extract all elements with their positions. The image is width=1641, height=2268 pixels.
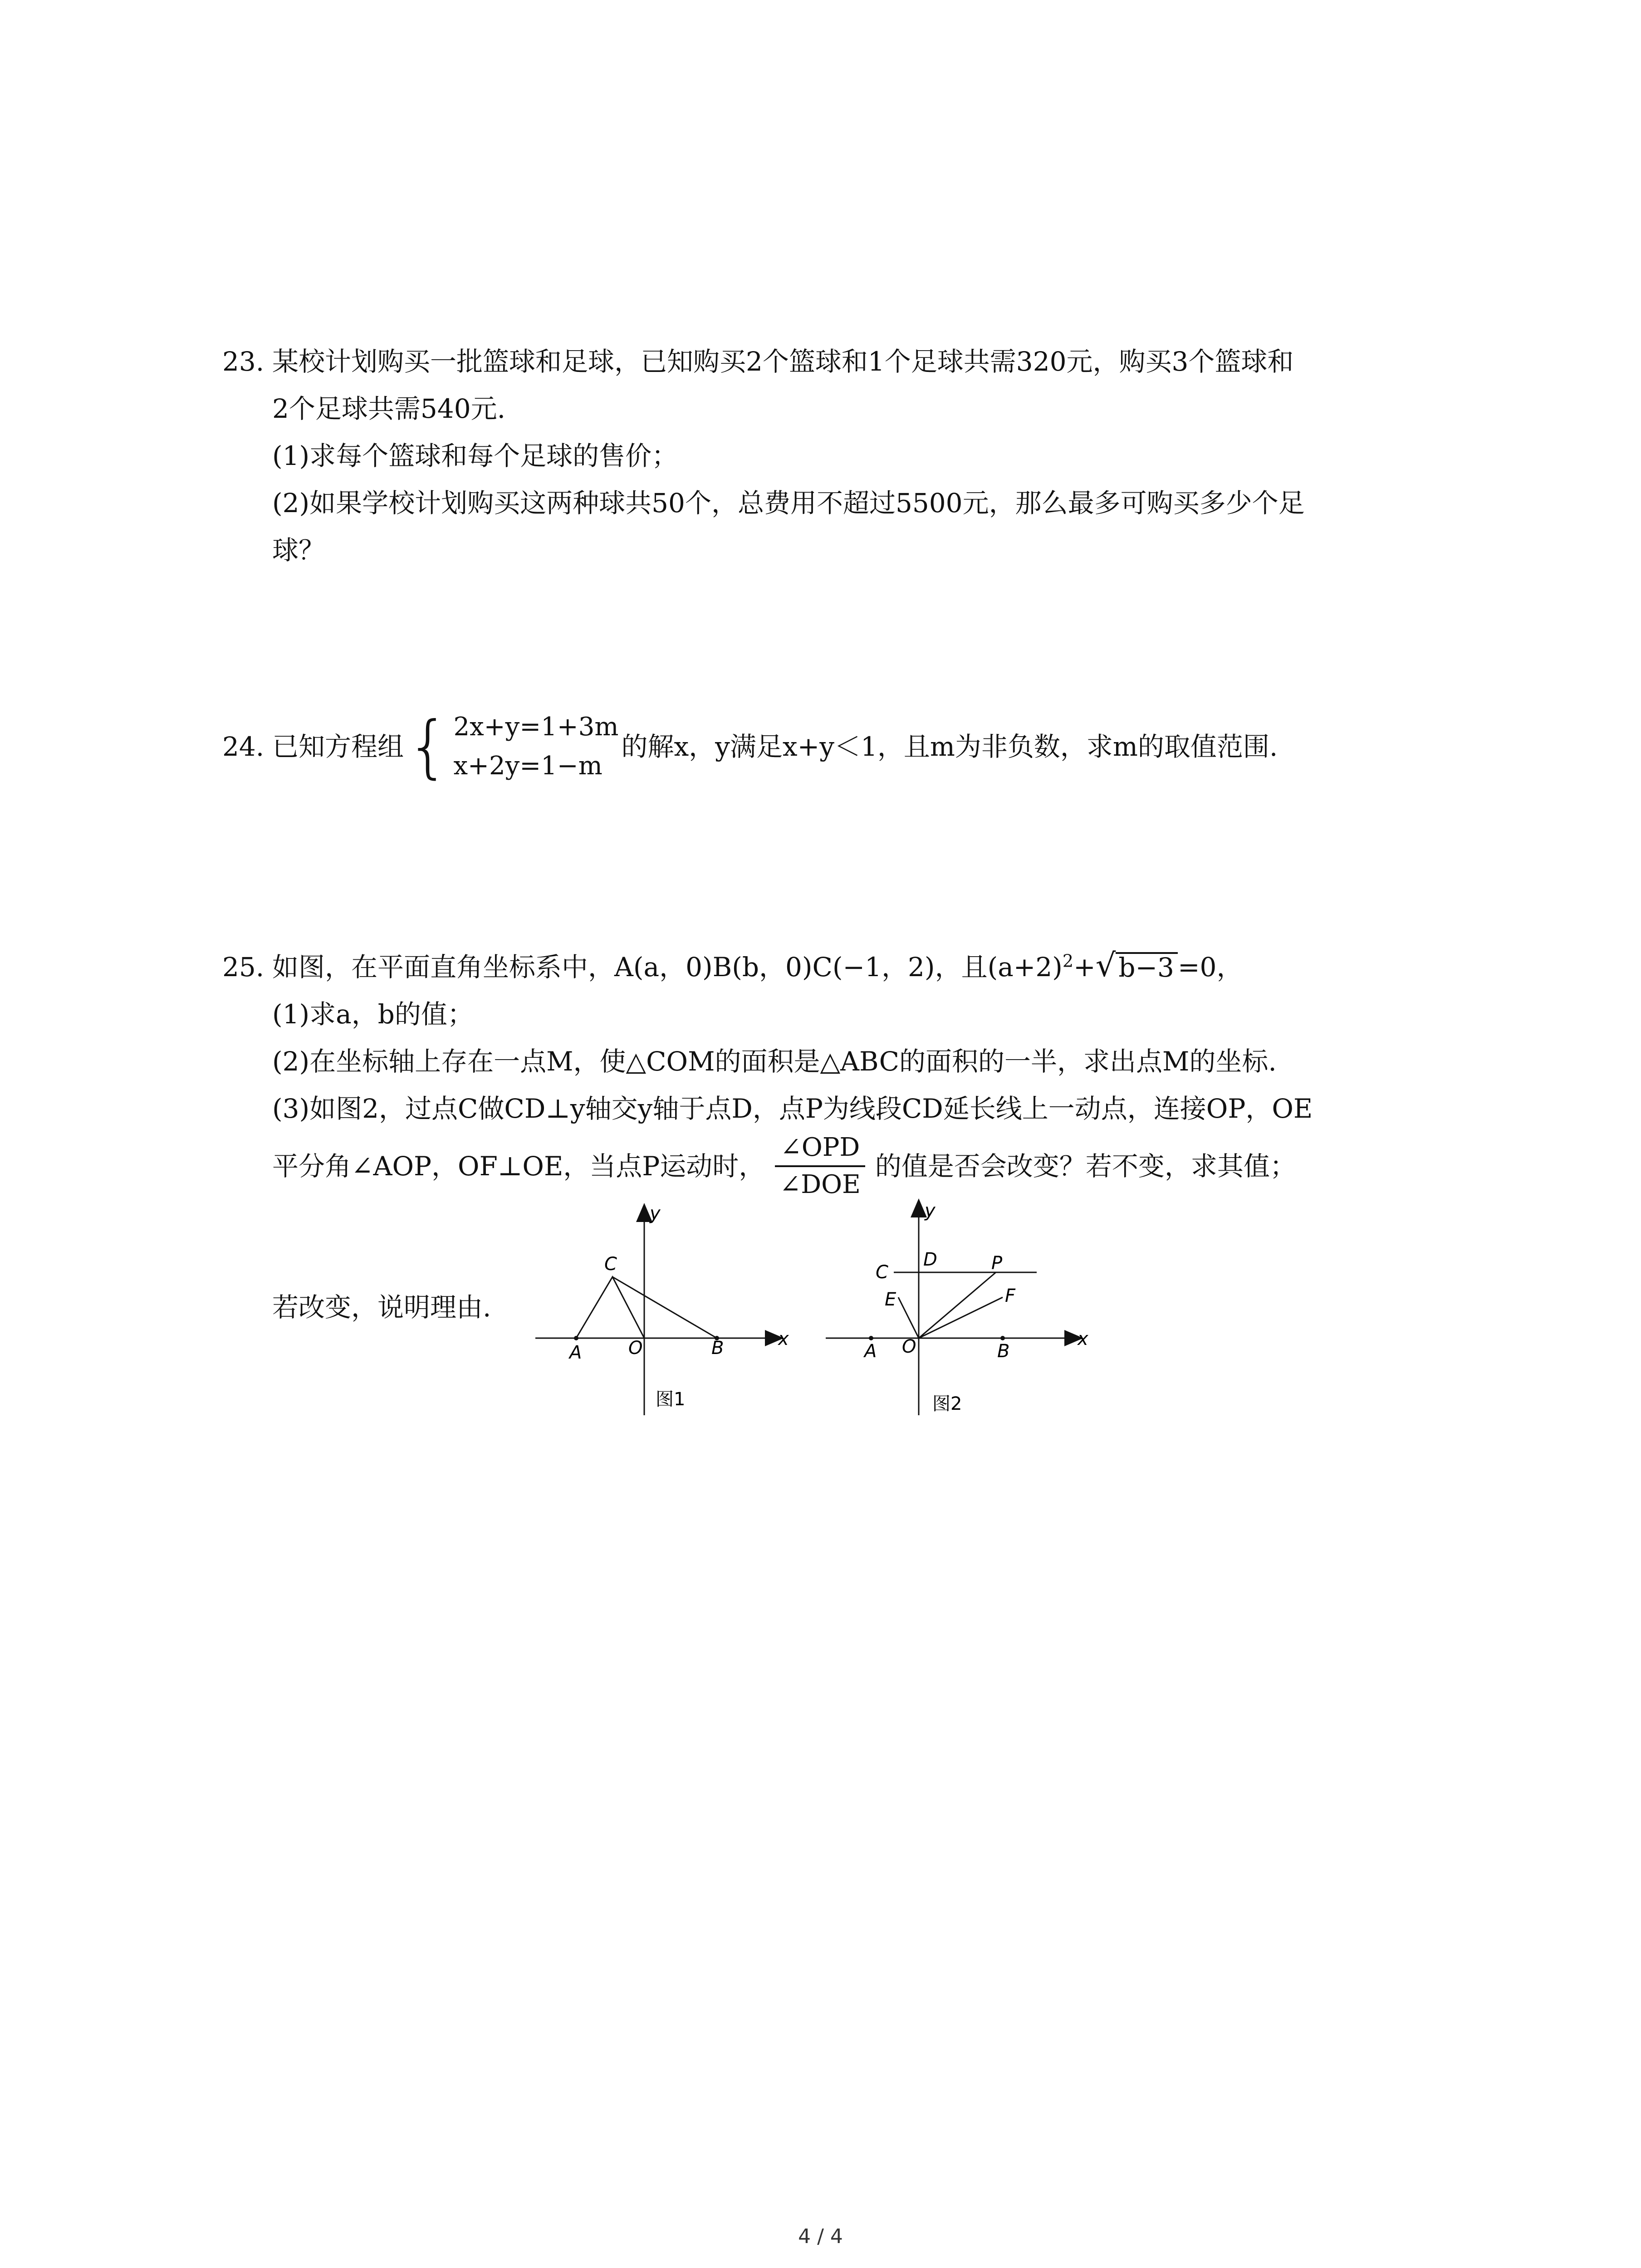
equation-2: x+2y=1−m: [453, 751, 603, 781]
figure-1-diagram: [522, 1202, 803, 1429]
question-number: 25.: [222, 952, 265, 982]
label-p: P: [991, 1253, 1003, 1274]
question-number: 23.: [222, 346, 265, 377]
label-o: O: [902, 1336, 916, 1357]
fraction-numerator: ∠OPD: [775, 1130, 865, 1167]
figure-2: [817, 1193, 1098, 1431]
ray-oe: [898, 1297, 919, 1338]
segment-op: [919, 1272, 996, 1338]
question-suffix: 的解x，y满足x+y＜1，且m为非负数，求m的取值范围.: [621, 731, 1278, 762]
question-23: [222, 338, 1456, 574]
label-c: C: [604, 1254, 617, 1275]
point-b: [1000, 1336, 1005, 1340]
label-f: F: [1005, 1286, 1016, 1306]
question-24: [222, 708, 1456, 786]
equation-system: [407, 708, 618, 786]
sub-question-3: (3)如图2，过点C做CD⊥y轴交y轴于点D，点P为线段CD延长线上一动点，连接OP，OE: [272, 1093, 1313, 1124]
ray-of: [919, 1297, 1003, 1338]
label-a: A: [569, 1342, 582, 1363]
point-a: [574, 1336, 578, 1340]
sub-question-2: (2)在坐标轴上存在一点M，使△COM的面积是△ABC的面积的一半，求出点M的坐标.: [272, 1046, 1277, 1077]
left-brace-icon: {: [407, 707, 450, 786]
fraction-denominator: ∠DOE: [779, 1170, 861, 1199]
square-root: √ b−3: [1096, 949, 1178, 981]
sub-question-3-continued: 若改变，说明理由.: [272, 1292, 491, 1323]
label-d: D: [923, 1249, 937, 1270]
figure-2-caption: 图2: [932, 1393, 962, 1414]
label-o: O: [628, 1338, 643, 1359]
fraction: [774, 1130, 866, 1202]
figure-1-caption: 图1: [656, 1389, 686, 1410]
segment-ac-co: [576, 1277, 644, 1338]
sub-question-2: (2)如果学校计划购买这两种球共50个，总费用不超过5500元，那么最多可购买多少个足: [272, 488, 1305, 518]
label-y: y: [925, 1200, 936, 1221]
question-prefix: 已知方程组: [272, 731, 404, 762]
label-c: C: [876, 1262, 888, 1283]
figure-1: [522, 1202, 803, 1431]
figure-2-diagram: [817, 1193, 1098, 1429]
page-number: 4 / 4: [798, 2225, 843, 2248]
label-b: B: [997, 1341, 1010, 1362]
label-y: y: [650, 1203, 661, 1224]
sub-question-1: (1)求每个篮球和每个足球的售价；: [272, 440, 678, 471]
label-x: x: [1078, 1329, 1088, 1349]
label-e: E: [885, 1289, 896, 1310]
point-a: [869, 1336, 873, 1340]
label-a: A: [864, 1341, 877, 1362]
label-b: B: [711, 1338, 724, 1359]
radical-icon: √: [1095, 947, 1116, 984]
equation-1: 2x+y=1+3m: [453, 712, 619, 742]
sub-question-1: (1)求a，b的值；: [272, 999, 474, 1030]
question-text-continued: 2个足球共需540元.: [272, 393, 506, 424]
question-text: 某校计划购买一批篮球和足球，已知购买2个篮球和1个足球共需320元，购买3个篮球和: [272, 346, 1294, 377]
label-x: x: [778, 1329, 789, 1349]
question-number: 24.: [222, 731, 265, 762]
question-25: 25. 如图，在平面直角坐标系中，A(a，0)B(b，0)C(−1，2)，且$(a+2)^2+$ √ b−3 =0， (1)求a，b的值； (2)在坐标轴上存在一点M，使△COM的面积是△ABC的面积的一半，求出点M的坐标. (3)如图2，过点C做CD⊥y轴交y轴于点D，点P为线段CD延长线上一动点，连接OP，OE 平分角∠AOP，OF⊥OE，当点P运动时， $\frac{\text{∠OPD}}{\text{∠DOE}}$ 的值是否会改变？若不变，求其值；: [222, 943, 1456, 1200]
sub-question-2-continued: 球？: [272, 535, 325, 566]
